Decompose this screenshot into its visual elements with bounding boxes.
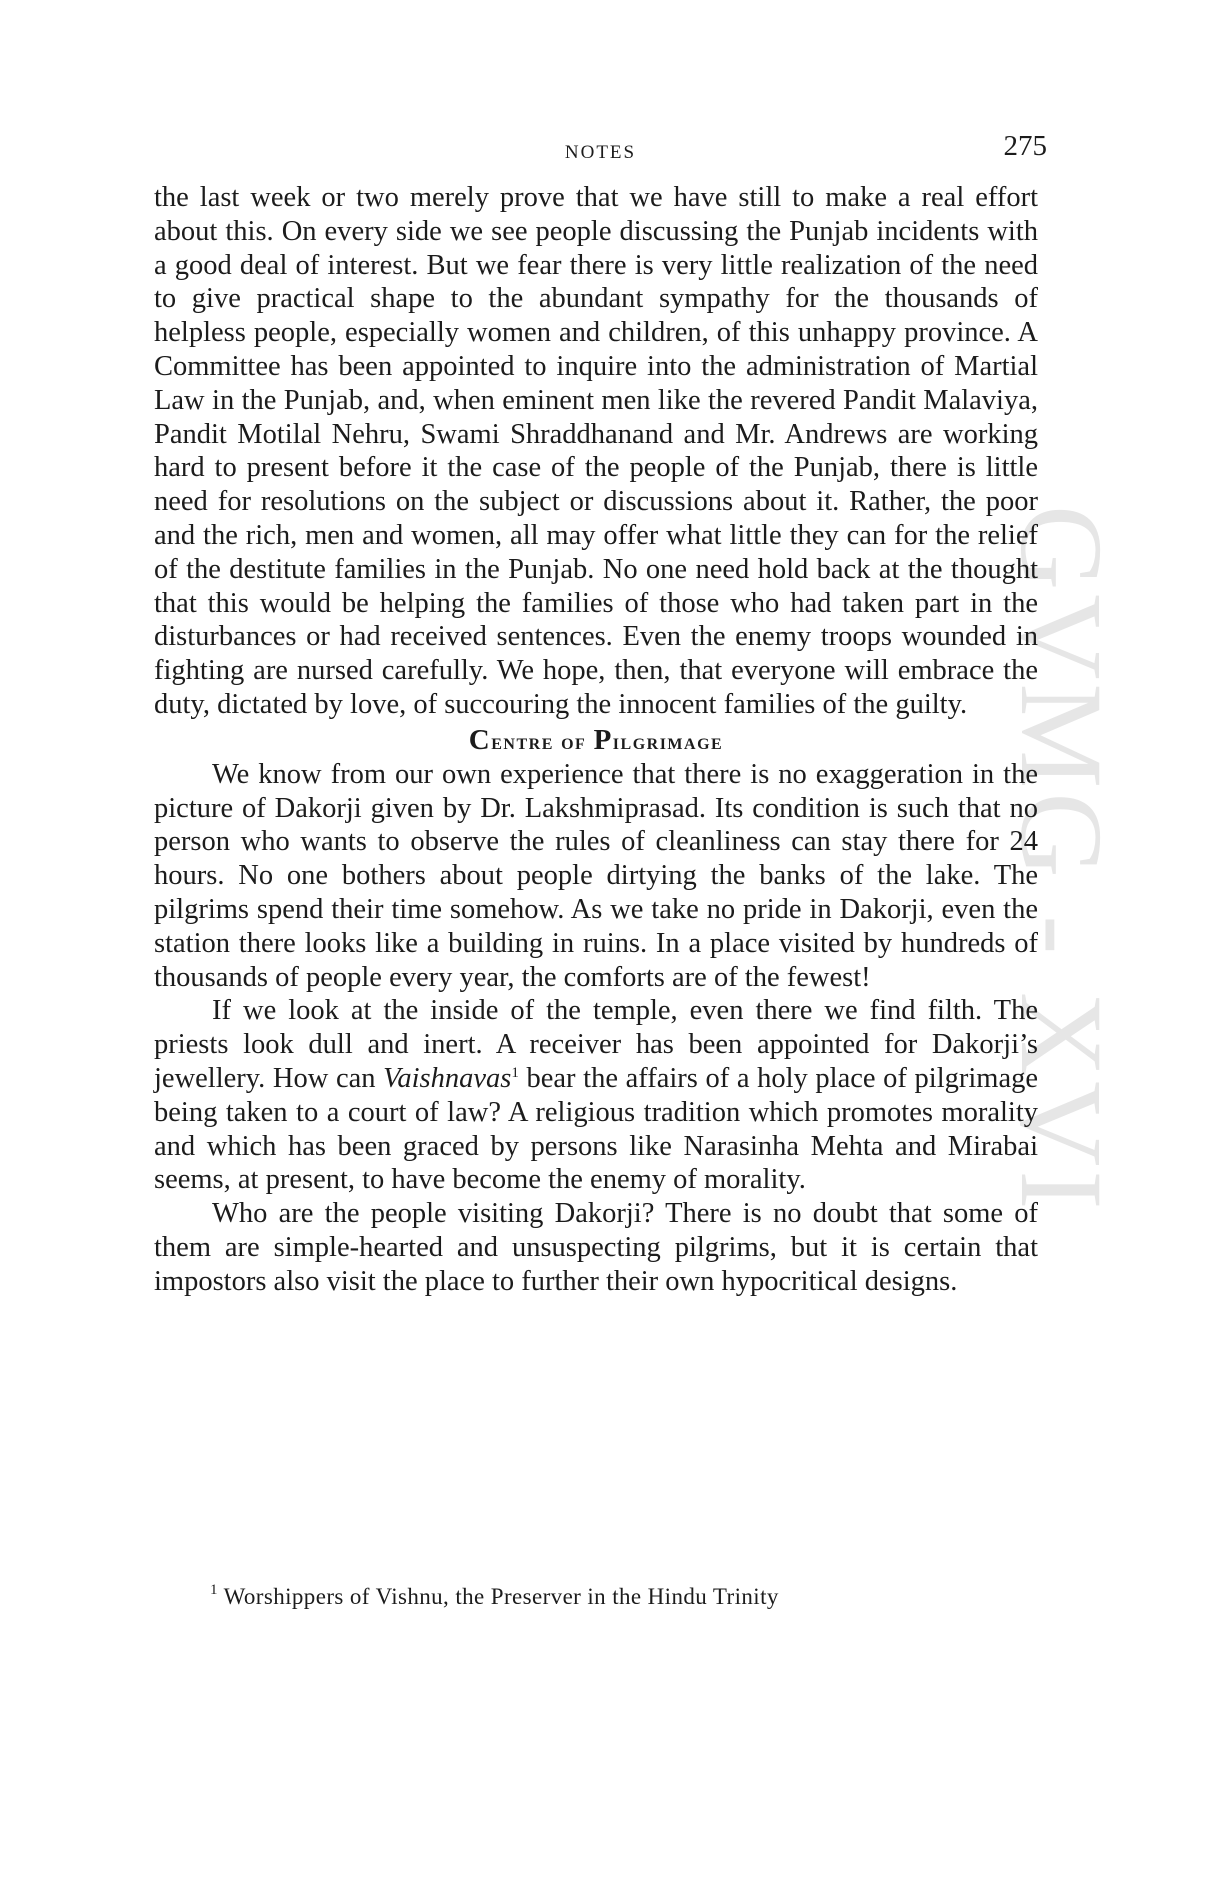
footnote-marker: 1 — [210, 1582, 218, 1598]
footnote — [210, 1584, 779, 1610]
paragraph-continuation: the last week or two merely prove that we have still to make a real effort about this. On every side we see people discussing the Punjab incidents with a good deal of interest. But we fear there is very little realization of the need to give practical shape to the abundant sympathy for the thousands of helpless people, especially women and children, of this unhappy province. A Committee has been appointed to inquire into the administration of Martial Law in the Punjab, and, when eminent men like the revered Pandit Malaviya, Pandit Motilal Nehru, Swami Shraddhanand and Mr. Andrews are working hard to present before it the case of the people of the Punjab, there is little need for resolutions on the subject or discussions about it. Rather, the poor and the rich, men and women, all may offer what little they can for the relief of the destitute families in the Punjab. No one need hold back at the thought that this would be helping the families of those who had taken part in the disturbances or had received sentences. Even the enemy troops wounded in fighting are nursed carefully. We hope, then, that everyone will embrace the duty, dictated by love, of succouring the innocent families of the guilty. — [154, 182, 1038, 720]
body-text — [154, 181, 1038, 1299]
heading-word-of: of — [561, 728, 587, 754]
watermark: GVMG - XVI — [996, 505, 1127, 1214]
heading-initial-p: P — [593, 723, 613, 756]
paragraph-dakorji-condition: We know from our own experience that there is no exaggeration in the picture of Dakorji given by Dr. Lakshmiprasad. Its condition is such that no person who wants to observe the rules of cleanliness can stay there for 24 hours. No one bothers about people dirtying the banks of the lake. The pilgrims spend their time somehow. As we take no pride in Dakorji, even the station there looks like a building in ruins. In a place visited by hundreds of thousands of people every year, the comforts are of the fewest! — [154, 758, 1038, 993]
page-header — [154, 130, 1047, 170]
heading-word-entre: entre — [491, 728, 554, 754]
footnote-reference: 1 — [511, 1064, 519, 1081]
paragraph-visitors: Who are the people visiting Dakorji? There is no doubt that some of them are simple-hearted and unsuspecting pilgrims, but it is certain that impostors also visit the place to further their own hypocritical designs. — [154, 1198, 1038, 1297]
paragraph-temple-text-end: bear the affairs of a holy place of pilgrimage being taken to a court of law? A religious tradition which promotes morality and which has been graced by persons like Narasinha Mehta and Mirabai seems, at present, to have become the enemy of morality. — [154, 1062, 1038, 1196]
italic-term-vaishnavas: Vaishnavas — [383, 1062, 512, 1094]
section-heading — [154, 722, 1038, 758]
paragraph-temple-text-start: If we look at the inside of the temple, even there we find filth. The priests look dull and inert. A receiver has been appointed for Dakorji’s jewellery. How can — [154, 995, 1038, 1094]
page-number: 275 — [1003, 130, 1047, 162]
heading-initial-c: C — [468, 723, 492, 756]
footnote-text: Worshippers of Vishnu, the Preserver in the Hindu Trinity — [217, 1584, 779, 1609]
paragraph-temple — [154, 994, 1038, 1197]
running-head: NOTES — [564, 142, 637, 163]
heading-word-ilgrimage: ilgrimage — [612, 728, 724, 754]
